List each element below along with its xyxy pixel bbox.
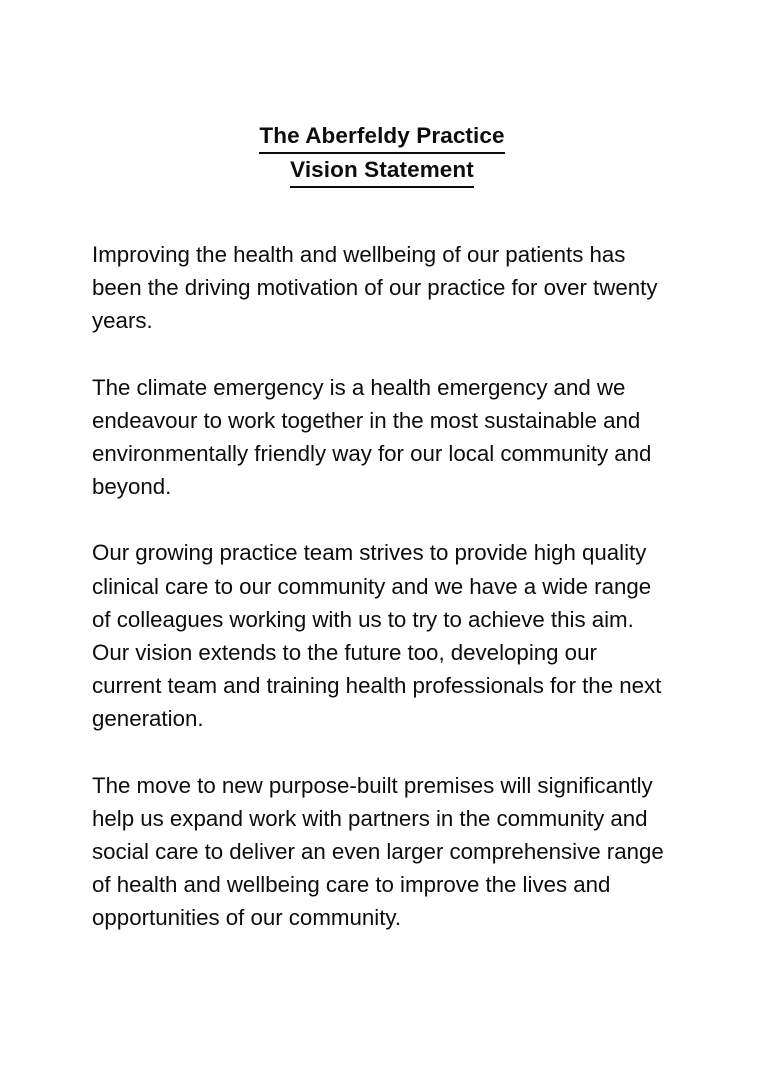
page-title [92,120,672,188]
paragraph-3: Our growing practice team strives to provide high quality clinical care to our community and we have a wide range of colleagues working with us to try to achieve this aim. Our vision extends to the future too, developing our current team and training health professionals for the next generation. [92,540,662,732]
paragraph-2: The climate emergency is a health emergency and we endeavour to work together in the most sustainable and environmentally friendly way for our local community and beyond. [92,374,652,500]
paragraph-4: The move to new purpose-built premises will significantly help us expand work with partners in the community and social care to deliver an even larger comprehensive range of health and wellbeing care to improve the lives and opportunities of our community. [92,772,664,931]
document-body [92,120,672,935]
title-body-spacer [92,202,672,238]
title-line-2 [92,154,672,188]
title-line-1-text: The Aberfeldy Practice [259,120,504,154]
title-line-2-text: Vision Statement [290,154,474,188]
title-line-1 [92,120,672,154]
paragraph-1: Improving the health and wellbeing of our patients has been the driving motivation of our practice for over twenty years. [92,242,658,334]
